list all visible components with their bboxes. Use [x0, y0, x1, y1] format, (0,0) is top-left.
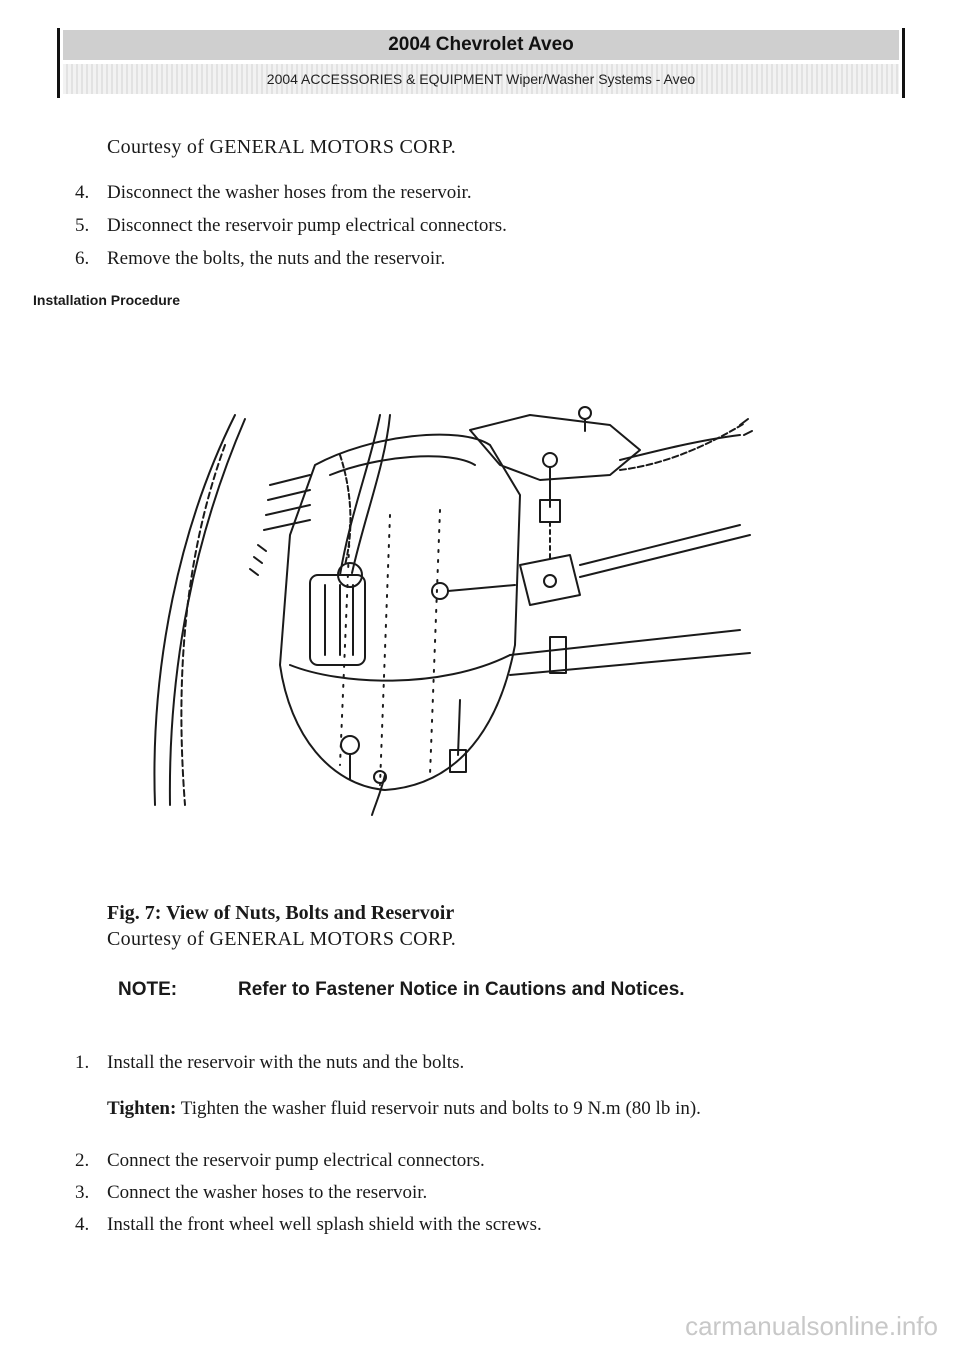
note-label: NOTE: [118, 979, 178, 1000]
install-step [75, 1182, 427, 1204]
step-number: 4. [75, 1214, 90, 1235]
installation-heading: Installation Procedure [33, 292, 181, 308]
reservoir-illustration [140, 405, 760, 825]
figure-caption: Fig. 7: View of Nuts, Bolts and Reservoir [107, 902, 455, 924]
install-step [75, 1150, 485, 1172]
step-number: 6. [75, 248, 90, 269]
header-right-rule [902, 28, 905, 98]
step-text: Disconnect the washer hoses from the reservoir. [107, 182, 472, 203]
step-text: Install the reservoir with the nuts and the bolts. [107, 1052, 465, 1073]
install-step [75, 1052, 464, 1074]
step-number: 3. [75, 1182, 90, 1203]
step-text: Connect the reservoir pump electrical connectors. [107, 1150, 485, 1171]
step-text: Remove the bolts, the nuts and the reservoir. [107, 248, 446, 269]
step-text: Install the front wheel well splash shield with the screws. [107, 1214, 542, 1235]
step-number: 1. [75, 1052, 90, 1073]
removal-step [75, 182, 472, 204]
page-header [57, 28, 905, 98]
site-watermark: carmanualsonline.info [685, 1311, 938, 1341]
removal-step [75, 248, 445, 270]
header-left-rule [57, 28, 60, 98]
note-text: Refer to Fastener Notice in Cautions and Notices. [238, 979, 685, 1000]
header-subtitle: 2004 ACCESSORIES & EQUIPMENT Wiper/Washer Systems - Aveo [63, 64, 899, 94]
courtesy-line-top: Courtesy of GENERAL MOTORS CORP. [107, 136, 457, 158]
tighten-spec [107, 1098, 701, 1120]
figure-courtesy: Courtesy of GENERAL MOTORS CORP. [107, 928, 457, 950]
step-number: 4. [75, 182, 90, 203]
removal-step [75, 215, 507, 237]
step-text: Disconnect the reservoir pump electrical connectors. [107, 215, 507, 236]
step-number: 2. [75, 1150, 90, 1171]
header-title: 2004 Chevrolet Aveo [63, 30, 899, 60]
step-text: Connect the washer hoses to the reservoir. [107, 1182, 428, 1203]
install-step [75, 1214, 542, 1236]
tighten-label: Tighten: [107, 1098, 177, 1119]
step-number: 5. [75, 215, 90, 236]
tighten-text: Tighten the washer fluid reservoir nuts and bolts to 9 N.m (80 lb in). [180, 1098, 701, 1119]
